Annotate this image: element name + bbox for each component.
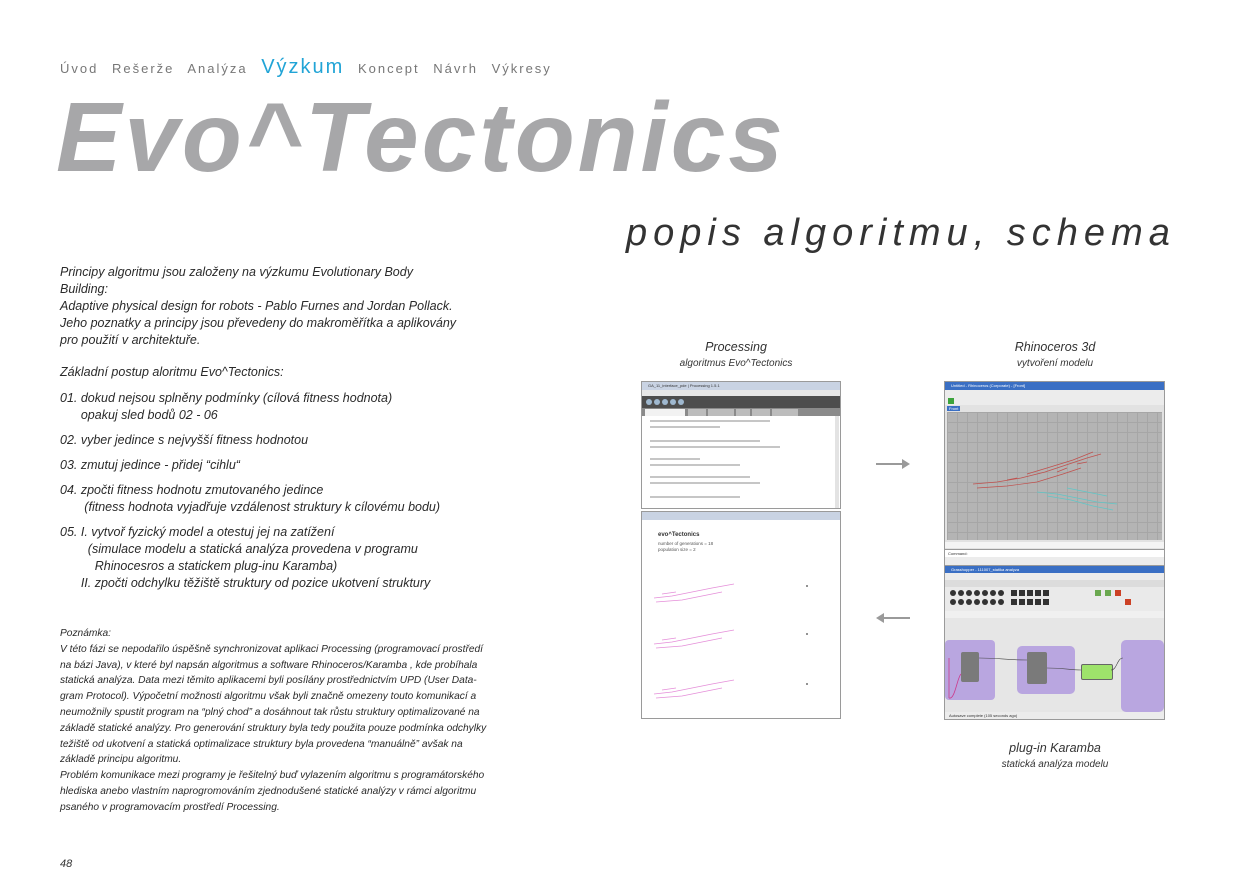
gh-window-title: Grasshopper - 111007_statika analyza	[951, 567, 1020, 572]
gh-canvas[interactable]	[945, 618, 1164, 712]
processing-toolbar	[642, 396, 840, 408]
step-line: II. zpočti odchylku těžiště struktury od pozice ukotvení struktury	[60, 576, 431, 590]
rhino-toolbar	[945, 397, 1164, 405]
rhino-statusbar	[945, 557, 1164, 565]
code-line	[650, 420, 770, 422]
caption-rhino-title: Rhinoceros 3d	[1014, 340, 1096, 354]
sketch-titlebar	[642, 512, 840, 520]
step-line: (fitness hodnota vyjadřuje vzdálenost struktury k cílovému bodu)	[60, 500, 441, 514]
gh-statusbar	[945, 712, 1164, 719]
gh-titlebar	[945, 566, 1164, 573]
open-icon[interactable]	[670, 399, 676, 405]
note-line: Problém komunikace mezi programy je řešitelný buď vylazením algoritmu s programátorského	[60, 770, 485, 782]
note-line: gram Protocol). Výpočetní možnosti algoritmu však byli značně omezeny touto komunikací a	[60, 691, 477, 703]
step-line: (simulace modelu a statická analýza provedena v programu	[60, 542, 418, 556]
processing-ide-screenshot	[641, 381, 841, 509]
code-line	[650, 446, 780, 448]
intro-paragraph	[60, 264, 460, 349]
population-label: population size = 2	[658, 547, 696, 552]
command-prompt: Command:	[948, 551, 968, 556]
gh-tabs	[945, 580, 1164, 587]
anchor-point	[806, 683, 808, 685]
code-editor[interactable]	[642, 416, 840, 508]
processing-sketch-screenshot	[641, 511, 841, 719]
caption-karamba-sub: statická analýza modelu	[1001, 759, 1109, 770]
nav-item-uvod[interactable]: Úvod	[60, 61, 99, 76]
toolbar-icon[interactable]	[948, 398, 954, 404]
osnap-bar	[945, 542, 1164, 548]
rhino-screenshot	[944, 381, 1165, 566]
structure-2	[654, 630, 734, 648]
gh-canvas-toolbar	[945, 611, 1164, 618]
tab[interactable]	[708, 409, 734, 416]
code-line	[650, 496, 740, 498]
rhino-viewport[interactable]	[947, 412, 1162, 540]
page-title: Evo^Tectonics	[56, 82, 786, 192]
note-line: statická analýza. Data mezi těmito aplikacemi byli posílány prostřednictvím UPD (User Data-	[60, 675, 477, 687]
caption-rhino	[960, 340, 1150, 369]
code-line	[650, 482, 760, 484]
tab-active[interactable]	[645, 409, 685, 416]
code-line	[650, 440, 760, 442]
processing-titlebar	[642, 382, 840, 390]
tab[interactable]	[688, 409, 706, 416]
structure-3	[654, 680, 734, 698]
step-line: 03. zmutuj jedince - přidej “cihlu“	[60, 458, 240, 472]
structure-1	[654, 584, 734, 602]
processing-window-title: GA_11_interface_pde | Processing 1.5.1	[648, 383, 720, 388]
code-line	[650, 426, 720, 428]
anchor-point	[806, 633, 808, 635]
note-block	[60, 626, 500, 816]
note-line: hlediska anebo vlastním naprogromováním zjednodušené statické analýzy v rámci algoritmu	[60, 785, 477, 797]
caption-karamba-title: plug-in Karamba	[1009, 741, 1101, 755]
save-icon[interactable]	[678, 399, 684, 405]
caption-processing-title: Processing	[705, 340, 767, 354]
nav-item-koncept[interactable]: Koncept	[357, 61, 420, 76]
nav-item-vyzkum-active[interactable]: Výzkum	[261, 56, 345, 78]
generations-label: number of generations = 18	[658, 541, 714, 546]
note-line: težiště od ukotvení a statická optimalizace struktury byla provedena “manuálně” avšak na	[60, 738, 463, 750]
rhino-window-title: Untitled - Rhinoceros (Corporate) - [Front]	[951, 383, 1026, 388]
nav-item-reserze[interactable]: Rešerže	[111, 61, 175, 76]
intro-line: Jeho poznatky a principy jsou převedeny do makroměřítka a aplikovány	[60, 316, 457, 330]
code-line	[650, 458, 700, 460]
sketch-structures	[642, 572, 840, 712]
grasshopper-screenshot	[944, 565, 1165, 720]
step-line: 04. zpočti fitness hodnotu zmutovaného jedince	[60, 483, 324, 497]
nav-item-analyza[interactable]: Analýza	[187, 61, 248, 76]
processing-tabs	[642, 408, 840, 416]
viewport-label: Front	[949, 406, 959, 411]
run-icon[interactable]	[646, 399, 652, 405]
section-nav	[60, 56, 560, 79]
note-line: základě principu algoritmu.	[60, 754, 182, 766]
caption-processing-sub: algoritmus Evo^Tectonics	[679, 358, 793, 369]
nav-item-vykresy[interactable]: Výkresy	[491, 61, 552, 76]
tab[interactable]	[736, 409, 750, 416]
intro-line: Principy algoritmu jsou založeny na výzkumu Evolutionary Body Building:	[60, 265, 413, 296]
caption-rhino-sub: vytvoření modelu	[1016, 358, 1094, 369]
gh-menubar	[945, 573, 1164, 580]
stop-icon[interactable]	[654, 399, 660, 405]
gh-palette-icons	[945, 587, 1164, 611]
step-line: 05. I. vytvoř fyzický model a otestuj jej na zatížení	[60, 525, 335, 539]
arrow-to-processing	[878, 617, 910, 619]
new-icon[interactable]	[662, 399, 668, 405]
code-line	[650, 476, 750, 478]
scrollbar[interactable]	[835, 416, 839, 508]
note-line: na bázi Java), v které byl napsán algoritmus a software Rhinoceros/Karamba , kde probíhala	[60, 659, 478, 671]
tab[interactable]	[752, 409, 770, 416]
code-line	[650, 464, 740, 466]
note-line: neumožnily spustit program na “plný chod” a dosáhnout tak růstu struktury optimalizované na	[60, 706, 480, 718]
nav-item-navrh[interactable]: Návrh	[433, 61, 478, 76]
note-heading: Poznámka:	[60, 628, 111, 639]
caption-karamba	[960, 741, 1150, 770]
step-line: Rhinocesros a statickem plug-inu Karamba)	[60, 559, 338, 573]
gh-component-palette	[945, 587, 1164, 611]
page-number: 48	[60, 858, 73, 870]
command-line[interactable]	[945, 549, 1164, 557]
intro-line: pro použití v architektuře.	[60, 333, 201, 347]
step-line: opakuj sled bodů 02 - 06	[60, 408, 218, 422]
gh-wires	[945, 618, 1164, 712]
rhino-menubar	[945, 390, 1164, 397]
step-line: 01. dokud nejsou splněny podmínky (cílová fitness hodnota)	[60, 391, 393, 405]
gh-status-text: Autosave complete (105 seconds ago)	[949, 713, 1018, 718]
sketch-title: evo^Tectonics	[658, 532, 700, 538]
rhino-structure	[947, 412, 1162, 540]
step-line: 02. vyber jedince s nejvyšší fitness hodnotou	[60, 433, 309, 447]
note-line: psaného v programovacím prostředí Processing.	[60, 801, 280, 813]
intro-line: Adaptive physical design for robots - Pablo Furnes and Jordan Pollack.	[60, 299, 453, 313]
algorithm-steps	[60, 364, 480, 592]
note-line: V této fázi se nepodařilo úspěšně synchronizovat aplikaci Processing (programovací prostředí	[60, 643, 484, 655]
note-line: základě statické analýzy. Pro generování struktury byla tedy použita pouze podmínka odchylky	[60, 722, 487, 734]
caption-processing	[641, 340, 831, 369]
structure-cyan	[1037, 488, 1117, 510]
structure-red	[973, 452, 1101, 488]
anchor-point	[806, 585, 808, 587]
tab[interactable]	[772, 409, 798, 416]
rhino-titlebar	[945, 382, 1164, 390]
page-subtitle: popis algoritmu, schema	[626, 212, 1176, 254]
steps-title: Základní postup aloritmu Evo^Tectonics:	[60, 365, 284, 379]
arrow-to-rhino	[876, 463, 908, 465]
